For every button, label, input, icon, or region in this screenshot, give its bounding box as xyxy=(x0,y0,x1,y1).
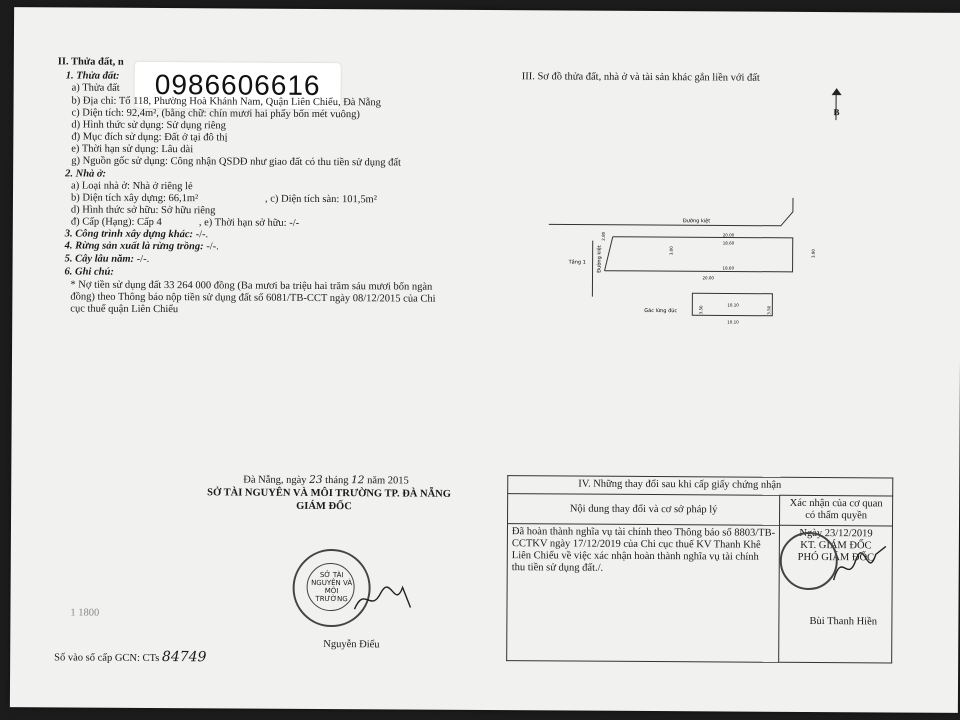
land-g: g) Nguồn gốc sử dụng: Công nhận QSDĐ như giao đất có thu tiền sử dụng đất xyxy=(71,155,401,169)
floor-1-label: Tầng 1 xyxy=(568,259,586,266)
confirm-cell xyxy=(779,525,893,663)
col-confirm-header-2: có thẩm quyền xyxy=(805,509,868,522)
dim-top: 20.00 xyxy=(722,232,735,238)
confirm-title-1: KT. GIÁM ĐỐC xyxy=(800,539,872,552)
change-line-2: CCTKV ngày 17/12/2019 của Chi cục thuế KV Thanh Khê xyxy=(511,538,761,551)
col-content-header: Nội dung thay đổi và cơ sở pháp lý xyxy=(508,494,780,526)
land-e: e) Thời hạn sử dụng: Lâu dài xyxy=(71,143,194,156)
signer-name: Nguyễn Điểu xyxy=(323,639,380,651)
land-dd: đ) Mục đích sử dụng: Đất ở tại đô thị xyxy=(71,131,228,144)
certificate-page xyxy=(10,7,960,713)
perennial-label: 5. Cây lâu năm: xyxy=(64,253,135,265)
section-3-heading: III. Sơ đồ thửa đất, nhà ở và tài sản khác gắn liền với đất xyxy=(521,71,760,84)
note-line-2: đồng) theo Thông báo nộp tiền sử dụng đất số 6081/TB-CCT ngày 08/12/2015 của Chi xyxy=(70,291,436,305)
mezzanine-label: Gác lửng đúc xyxy=(644,307,678,315)
land-plot-diagram xyxy=(542,192,833,334)
north-label: B xyxy=(833,107,840,118)
land-d: d) Hình thức sử dụng: Sử dụng riêng xyxy=(71,119,226,132)
notes-heading: 6. Ghi chú: xyxy=(64,266,114,278)
dim-side: 2.80 xyxy=(600,231,606,241)
signature-scribble-right xyxy=(830,540,890,590)
change-line-1: Đã hoàn thành nghĩa vụ tài chính theo Thông báo số 8803/TB- xyxy=(511,526,776,539)
dim-m-top: 10.10 xyxy=(727,302,739,308)
date-month: 12 xyxy=(351,474,365,487)
road-label: Đường kiệt xyxy=(682,218,711,225)
dim-left: 3.00 xyxy=(668,246,674,256)
north-arrow-head xyxy=(832,88,842,95)
col-confirm-header-1: Xác nhận của cơ quan xyxy=(789,497,883,510)
dim-m-right: 3.50 xyxy=(766,305,772,315)
dim-bottom: 20.00 xyxy=(702,275,714,281)
house-e: , e) Thời hạn sở hữu: -/- xyxy=(198,217,300,229)
seal-text: SỞ TÀI NGUYÊN VÀ MÔI TRƯỜNG xyxy=(311,570,353,604)
note-line-1: * Nợ tiền sử dụng đất 33 264 000 đồng (Ba mươi ba triệu hai trăm sáu mươi bốn ngàn xyxy=(70,279,433,293)
house-c: , c) Diện tích sàn: 101,5m² xyxy=(264,193,377,206)
house-heading: 2. Nhà ở: xyxy=(65,168,107,180)
signer-title: GIÁM ĐỐC xyxy=(296,500,352,513)
perennial-value: -/-. xyxy=(136,253,150,265)
signature-scribble-left xyxy=(350,579,420,619)
house-d: d) Hình thức sở hữu: Sở hữu riêng xyxy=(70,204,216,217)
col-confirm-header xyxy=(780,495,893,526)
land-b: b) Địa chỉ: Tổ 118, Phường Hoà Khánh Nam, Quận Liên Chiểu, Đà Nẵng xyxy=(71,95,381,109)
serial-label: Số vào sổ cấp GCN: CTs xyxy=(54,652,160,665)
house-dd: đ) Cấp (Hạng): Cấp 4 xyxy=(70,216,162,229)
changes-table xyxy=(506,475,893,663)
change-line-3: Liên Chiểu về việc xác nhận hoàn thành nghĩa vụ tài chính xyxy=(511,550,759,563)
other-construction-label: 3. Công trình xây dựng khác: xyxy=(64,228,194,241)
dim-inner-bottom: 18.60 xyxy=(722,265,735,271)
date-month-label: tháng xyxy=(325,475,349,487)
dim-right: 3.90 xyxy=(810,249,816,259)
confirm-title-2: PHÓ GIÁM ĐỐC xyxy=(797,551,875,564)
forest-label: 4. Rừng sản xuất là rừng trồng: xyxy=(64,240,204,253)
other-construction-value: -/-. xyxy=(195,229,209,241)
dim-inner-top: 18.60 xyxy=(722,240,735,246)
section-4-heading: IV. Những thay đổi sau khi cấp giấy chứng nhận xyxy=(508,476,893,496)
date-prefix: Đà Nẵng, ngày xyxy=(243,474,307,486)
change-content-cell xyxy=(507,524,780,663)
road-side-label: Đường kiệt xyxy=(596,245,603,273)
land-c: c) Diện tích: 92,4m², (bằng chữ: chín mươi hai phẩy bốn mét vuông) xyxy=(71,107,360,121)
date-day: 23 xyxy=(309,473,323,487)
dim-m-bottom: 10.10 xyxy=(727,319,739,325)
confirm-name: Bùi Thanh Hiền xyxy=(809,615,878,628)
house-a: a) Loại nhà ở: Nhà ở riêng lẻ xyxy=(71,180,193,193)
land-a: a) Thửa đất xyxy=(71,82,120,94)
faded-mark: 1 1800 xyxy=(70,607,100,619)
land-heading: 1. Thửa đất: xyxy=(65,70,120,82)
dim-m-left: 3.50 xyxy=(698,305,704,315)
phone-number-overlay: 0986606616 xyxy=(135,62,341,109)
house-b: b) Diện tích xây dựng: 66,1m² xyxy=(70,192,199,205)
confirm-date: Ngày 23/12/2019 xyxy=(799,527,873,540)
change-line-4: thu tiền sử dụng đất./. xyxy=(511,562,604,574)
section-2-heading: II. Thửa đất, n xyxy=(57,56,124,68)
note-line-3: cục thuế quận Liên Chiểu xyxy=(70,303,179,316)
date-year: năm 2015 xyxy=(367,475,409,487)
issuing-org: SỞ TÀI NGUYÊN VÀ MÔI TRƯỜNG TP. ĐÀ NẴNG xyxy=(207,487,451,500)
serial-value: 84749 xyxy=(161,649,207,666)
forest-value: -/-. xyxy=(206,241,219,253)
